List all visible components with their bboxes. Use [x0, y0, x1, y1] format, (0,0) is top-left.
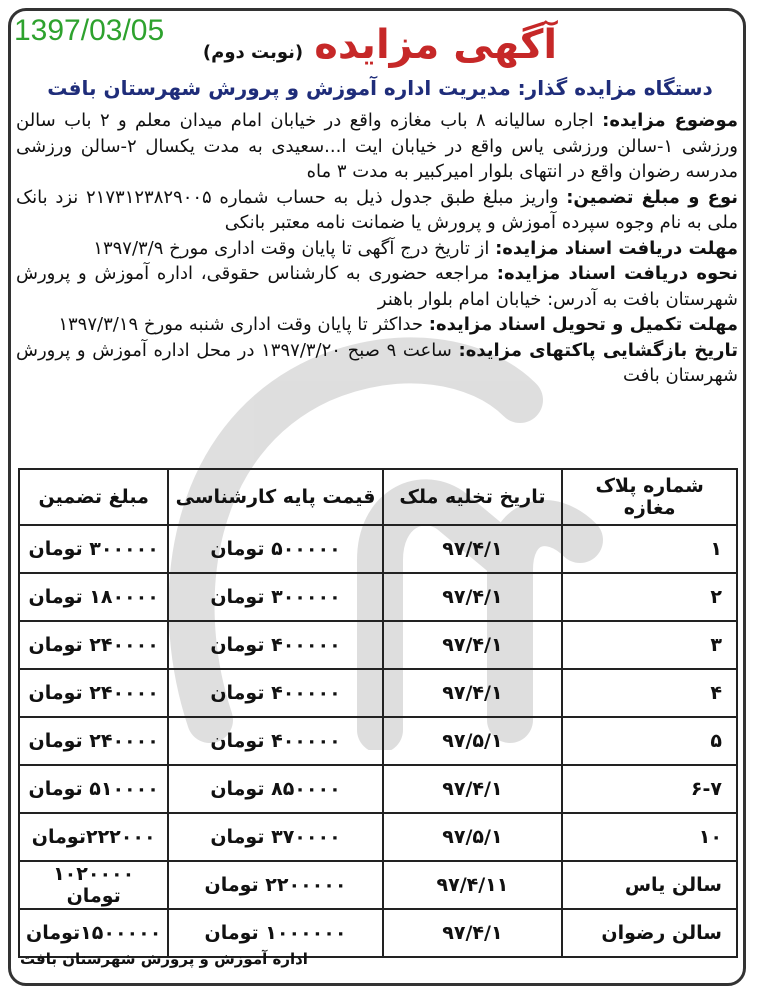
table-row: ۱۰ ۹۷/۵/۱ ۳۷۰۰۰۰ تومان ۲۲۲۰۰۰تومان — [19, 813, 737, 861]
footer-signature: اداره آموزش و پرورش شهرستان بافت — [20, 950, 308, 968]
table-row: سالن یاس ۹۷/۴/۱۱ ۲۲۰۰۰۰۰ تومان ۱۰۲۰۰۰۰ تومان — [19, 861, 737, 909]
auction-table — [18, 468, 738, 958]
section-doc-receipt-method: نحوه دریافت اسناد مزایده: مراجعه حضوری به کارشناس حقوقی، اداره آموزش و پرورش شهرستان بافت به آدرس: خیابان امام بلوار باهنر — [16, 263, 738, 310]
section-opening-date: تاریخ بازگشایی پاکتهای مزایده: ساعت ۹ صبح ۱۳۹۷/۳/۲۰ در محل اداره آموزش و پرورش شهرستان بافت — [16, 339, 739, 386]
table-row: ۱ ۹۷/۴/۱ ۵۰۰۰۰۰ تومان ۳۰۰۰۰۰ تومان — [19, 525, 737, 573]
col-header-shop: شماره پلاک مغازه — [562, 469, 737, 525]
table-row: ۶-۷ ۹۷/۴/۱ ۸۵۰۰۰۰ تومان ۵۱۰۰۰۰ تومان — [19, 765, 737, 813]
section-subject: موضوع مزایده: اجاره سالیانه ۸ باب مغازه واقع در خیابان امام میدان معلم و ۲ باب سالن ورزشی ۱-سالن ورزشی یاس واقع در خیابان ایت ا...سعیدی به مدت یکسال ۲-سالن ورزشی مدرسه رضوان واقع در انتهای بلوار امیرکبیر به مدت ۳ ماه — [16, 110, 738, 182]
col-header-vacate-date: تاریخ تخلیه ملک — [383, 469, 563, 525]
table-row: ۴ ۹۷/۴/۱ ۴۰۰۰۰۰ تومان ۲۴۰۰۰۰ تومان — [19, 669, 737, 717]
col-header-guarantee: مبلغ تضمین — [19, 469, 168, 525]
date-stamp: 1397/03/05 — [14, 14, 165, 47]
table-header-row — [19, 469, 737, 525]
table-row: ۲ ۹۷/۴/۱ ۳۰۰۰۰۰ تومان ۱۸۰۰۰۰ تومان — [19, 573, 737, 621]
title-main: آگهی مزایده — [314, 22, 558, 68]
section-doc-receipt-deadline: مهلت دریافت اسناد مزایده: از تاریخ درج آگهی تا پایان وقت اداری مورخ ۱۳۹۷/۳/۹ — [93, 237, 738, 259]
table-row: ۳ ۹۷/۴/۱ ۴۰۰۰۰۰ تومان ۲۴۰۰۰۰ تومان — [19, 621, 737, 669]
page-title — [180, 22, 580, 72]
section-submission-deadline: مهلت تکمیل و تحویل اسناد مزایده: حداکثر تا پایان وقت اداری شنبه مورخ ۱۳۹۷/۳/۱۹ — [58, 314, 738, 335]
table-row: سالن رضوان ۹۷/۴/۱ ۱۰۰۰۰۰۰ تومان ۱۵۰۰۰۰۰تومان — [19, 909, 737, 957]
col-header-base-price: قیمت پایه کارشناسی — [168, 469, 382, 525]
section-guarantee: نوع و مبلغ تضمین: واریز مبلغ طبق جدول ذیل به حساب شماره ۲۱۷۳۱۲۳۸۲۹۰۰۵ نزد بانک ملی به نام وجوه سپرده آموزش و پرورش یا ضمانت نامه معتبر بانکی — [16, 186, 738, 233]
announcement-body — [16, 108, 738, 389]
title-round: (نوبت دوم) — [202, 42, 304, 63]
table-row: ۵ ۹۷/۵/۱ ۴۰۰۰۰۰ تومان ۲۴۰۰۰۰ تومان — [19, 717, 737, 765]
organizer-line: دستگاه مزایده گذار: مدیریت اداره آموزش و پرورش شهرستان بافت — [47, 76, 713, 100]
